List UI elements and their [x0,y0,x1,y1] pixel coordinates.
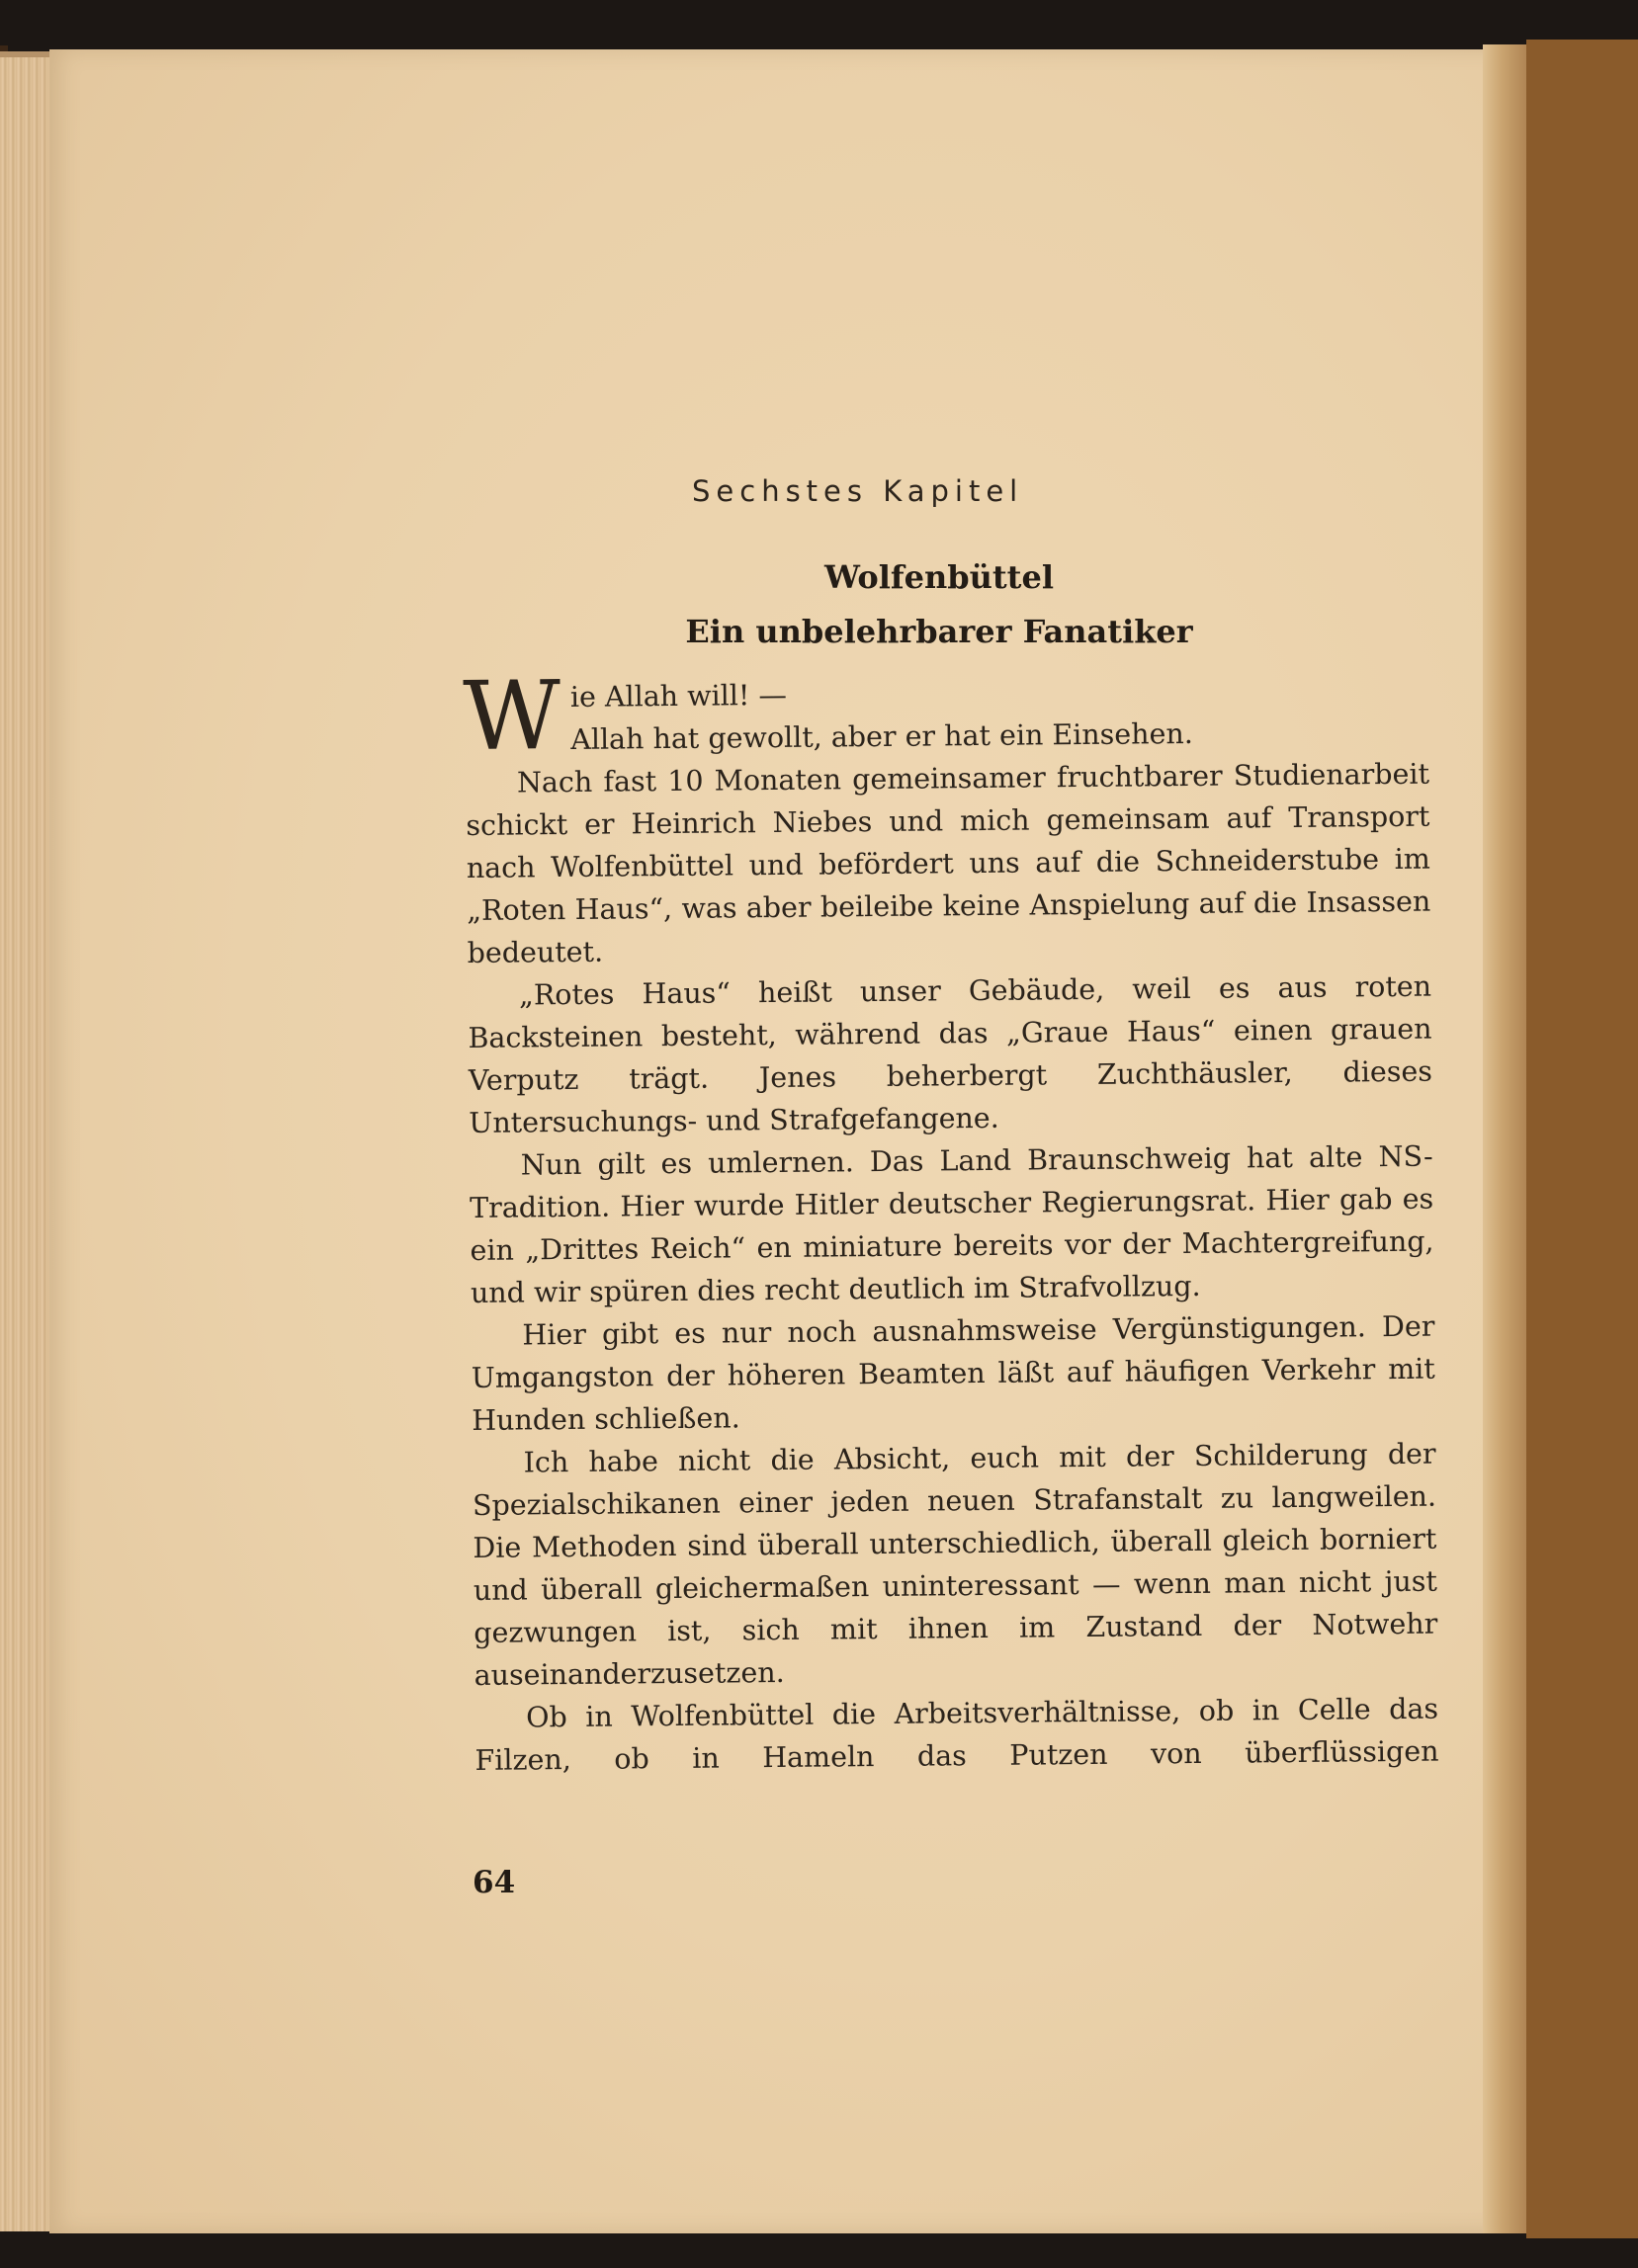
paragraph: Nach fast 10 Monaten gemeinsamer fruchtbarer Studienarbeit schickt er Heinrich Niebes und mich gemeinsam auf Transport nach Wolfenbüttel und befördert uns auf die Schneiderstube im „Roten Haus“, was aber beileibe keine Anspielung auf die Insassen bedeutet. [466,757,1431,969]
page-number: 64 [473,1865,516,1900]
cover-edge [1526,40,1638,2238]
chapter-heading: Sechstes Kapitel [692,474,1024,508]
chapter-subtitle: Ein unbelehrbarer Fanatiker [685,613,1193,650]
chapter-title: Wolfenbüttel [824,558,1054,596]
body-text [462,660,1439,1782]
paragraph: Hier gibt es nur noch ausnahmsweise Vergünstigungen. Der Umgangston der höheren Beamten läßt auf häufigen Verkehr mit Hunden schließen. [471,1309,1435,1437]
paragraph: Allah hat gewollt, aber er hat ein Einsehen. [570,716,1193,756]
page-fold [1483,44,1526,2233]
paragraph: ie Allah will! — [569,678,788,714]
paragraph: Ich habe nicht die Absicht, euch mit der Schilderung der Spezialschikanen einer jeden neuen Strafanstalt zu langweilen. Die Methoden sind überall unterschiedlich, überall gleich borniert und überall gleichermaßen uninteressant — wenn man nicht just gezwungen ist, sich mit ihnen im Zustand der Notwehr auseinanderzusetzen. [472,1437,1438,1692]
paragraph: Nun gilt es umlernen. Das Land Braunschweig hat alte NS-Tradition. Hier wurde Hitler deutscher Regierungsrat. Hier gab es ein „Drittes Reich“ en miniature bereits vor der Machtergreifung, und wir spüren dies recht deutlich im Strafvollzug. [470,1139,1434,1309]
paragraph: „Rotes Haus“ heißt unser Gebäude, weil es aus roten Backsteinen besteht, während das „Graue Haus“ einen grauen Verputz trägt. Jenes beherbergt Zuchthäusler, dieses Untersuchungs- und Strafgefangene. [468,969,1433,1139]
paragraph: Ob in Wolfenbüttel die Arbeitsverhältnisse, ob in Celle das Filzen, ob in Hameln das Putzen von überflüssigen [474,1692,1439,1777]
drop-cap: W [462,660,561,773]
